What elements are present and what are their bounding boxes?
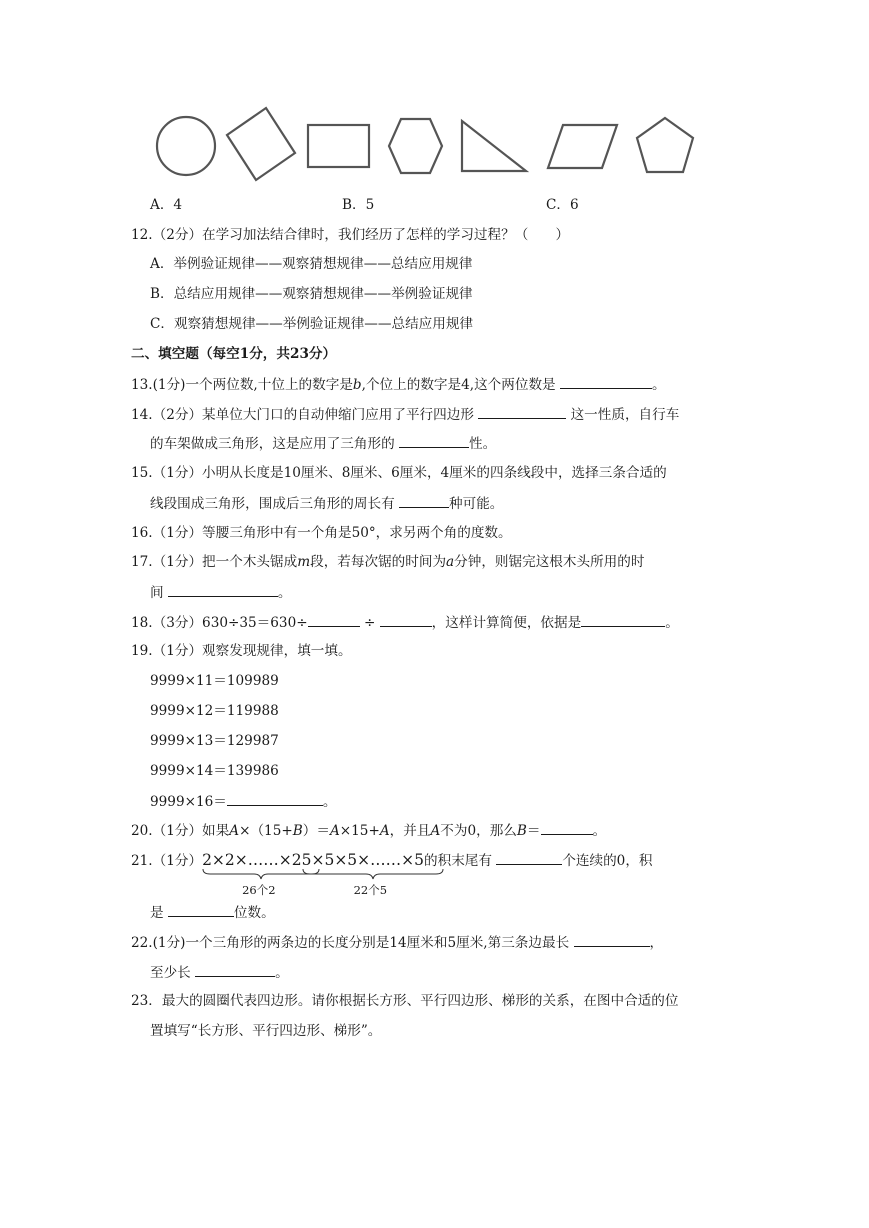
q19-answer-blank[interactable] [227, 791, 323, 806]
q15-answer-blank[interactable] [399, 493, 449, 508]
q21-text-d: 是 [150, 905, 164, 921]
q14-answer-blank-1[interactable] [478, 404, 566, 419]
rectangle-shape [308, 125, 369, 167]
q17-text-a: 17.（1分）把一个木头锯成 [131, 554, 298, 570]
q18-text-a: 18.（3分）630÷35＝630÷ [131, 615, 308, 631]
q21-expr-1-group [202, 850, 302, 897]
q17-end: 。 [277, 585, 292, 601]
q19-end: 。 [322, 794, 337, 810]
circle-shape [157, 117, 215, 175]
q22-text-b: ， [649, 935, 664, 951]
q17-answer-blank[interactable] [168, 582, 278, 597]
q19-last-text: 9999×16＝ [150, 794, 227, 810]
q11-shapes-figure [0, 0, 869, 200]
q21-text-e: 位数。 [233, 905, 275, 921]
section-title-fill-in: 二、填空题（每空1分，共23分） [131, 346, 337, 362]
q18-text-b: ÷ [363, 615, 376, 631]
q12-option-b[interactable]: B．总结应用规律——观察猜想规律——举例验证规律 [150, 286, 473, 302]
q20-end: 。 [592, 823, 607, 839]
q17-line2 [150, 582, 292, 603]
q13 [131, 374, 666, 395]
q12-option-a[interactable]: A．举例验证规律——观察猜想规律——总结应用规律 [150, 256, 473, 272]
right-triangle-shape [462, 121, 526, 171]
q21-line2 [150, 902, 275, 923]
q12-option-c[interactable]: C．观察猜想规律——举例验证规律——总结应用规律 [150, 316, 474, 332]
q11-option-b[interactable]: B．5 [342, 197, 375, 213]
q19-pattern-4: 9999×14＝139986 [150, 763, 279, 779]
q18-answer-blank-3[interactable] [581, 612, 665, 627]
q17-text-d: 间 [150, 585, 164, 601]
q17-text-b: 段，若每次锯的时间为 [310, 554, 447, 570]
q22-answer-blank-2[interactable] [195, 962, 275, 977]
q17-var-a: a [446, 554, 455, 570]
q21-brace-label-2: 22个5 [353, 883, 388, 897]
pentagon-shape [637, 118, 693, 172]
q20-text-f: 不为0，那么 [440, 823, 517, 839]
q16: 16.（1分）等腰三角形中有一个角是50°，求另两个角的度数。 [131, 525, 512, 541]
q21-expr-2-group [301, 850, 425, 897]
q14-line1 [131, 404, 679, 425]
q20-answer-blank[interactable] [541, 820, 593, 835]
q20-var-a4: A [430, 823, 441, 839]
q15-line1: 15.（1分）小明从长度是10厘米、8厘米、6厘米，4厘米的四条线段中，选择三条合适的 [131, 465, 667, 481]
q22-text-c: 至少长 [150, 965, 191, 981]
q19-pattern-2: 9999×12＝119988 [150, 703, 279, 719]
q17-text-c: 分钟，则锯完这根木头所用的时 [454, 554, 645, 570]
q18-text-c: ，这样计算简便，依据是 [431, 615, 582, 631]
q20-text-a: 20.（1分）如果 [131, 823, 230, 839]
q22-end: 。 [275, 965, 289, 981]
q20-var-a1: A [229, 823, 240, 839]
q13-text-b: ,个位上的数字是4,这个两位数是 [361, 377, 556, 393]
q12-stem: 12.（2分）在学习加法结合律时，我们经历了怎样的学习过程？（ ） [131, 227, 570, 243]
parallelogram-shape [548, 125, 617, 168]
q20 [131, 820, 606, 841]
q21-text-b: 的积末尾有 [424, 853, 492, 869]
q21-answer-blank-1[interactable] [496, 850, 562, 865]
q19-stem: 19.（1分）观察发现规律，填一填。 [131, 643, 352, 659]
q20-var-a3: A [379, 823, 390, 839]
q14-text-a: 14.（2分）某单位大门口的自动伸缩门应用了平行四边形 [131, 407, 474, 423]
q14-text-d: 性。 [469, 436, 497, 452]
q21-line1 [131, 850, 653, 897]
q13-text-a: 13.(1分)一个两位数,十位上的数字是 [131, 377, 353, 393]
q14-text-b: 这一性质，自行车 [570, 407, 680, 423]
q21-brace-label-1: 26个2 [242, 883, 276, 897]
q13-var-b: b [352, 377, 362, 393]
q13-end: 。 [651, 377, 666, 393]
q11-option-a[interactable]: A．4 [150, 197, 183, 213]
q21-expr-2: 5×5×5×……×5 [301, 851, 425, 869]
q14-text-c: 的车架做成三角形，这是应用了三角形的 [150, 436, 395, 452]
q20-text-g: ＝ [526, 823, 541, 839]
q20-text-b: ×（15+ [239, 823, 293, 839]
q19-pattern-3: 9999×13＝129987 [150, 733, 279, 749]
q22-line2 [150, 962, 289, 983]
q19-pattern-last [150, 791, 336, 812]
q21-text-c: 个连续的0，积 [562, 853, 653, 869]
q18-answer-blank-1[interactable] [308, 612, 360, 627]
q20-var-b1: B [292, 823, 303, 839]
q18-end: 。 [665, 615, 679, 631]
q11-option-c[interactable]: C．6 [546, 197, 579, 213]
tilted-square-shape [227, 108, 295, 180]
q14-line2 [150, 433, 496, 454]
hexagon-shape [389, 119, 442, 173]
q21-answer-blank-2[interactable] [168, 902, 234, 917]
q18-answer-blank-2[interactable] [380, 612, 432, 627]
q15-line2 [150, 493, 503, 514]
q20-var-a2: A [329, 823, 340, 839]
q22-text-a: 22.(1分)一个三角形的两条边的长度分别是14厘米和5厘米,第三条边最长 [131, 935, 570, 951]
q22-line1 [131, 932, 663, 953]
underbrace-2 [302, 868, 444, 880]
q19-pattern-1: 9999×11＝109989 [150, 673, 279, 689]
q15-text-c: 种可能。 [449, 496, 504, 512]
q23-line1: 23．最大的圆圈代表四边形。请你根据长方形、平行四边形、梯形的关系，在图中合适的位 [131, 993, 679, 1009]
q20-var-b2: B [516, 823, 527, 839]
q20-text-c: ）＝ [302, 823, 330, 839]
q23-line2: 置填写“长方形、平行四边形、梯形”。 [150, 1023, 382, 1039]
q22-answer-blank-1[interactable] [574, 932, 650, 947]
q18 [131, 612, 679, 633]
q13-answer-blank[interactable] [560, 374, 652, 389]
q21-expr-1: 2×2×……×2 [202, 851, 302, 869]
q20-text-d: ×15+ [339, 823, 380, 839]
q17-var-m: m [297, 554, 311, 570]
q21-text-a: 21.（1分） [131, 853, 203, 869]
q14-answer-blank-2[interactable] [399, 433, 469, 448]
q20-text-e: ，并且 [389, 823, 431, 839]
q15-text-b: 线段围成三角形，围成后三角形的周长有 [150, 496, 395, 512]
q17-line1 [131, 552, 644, 572]
